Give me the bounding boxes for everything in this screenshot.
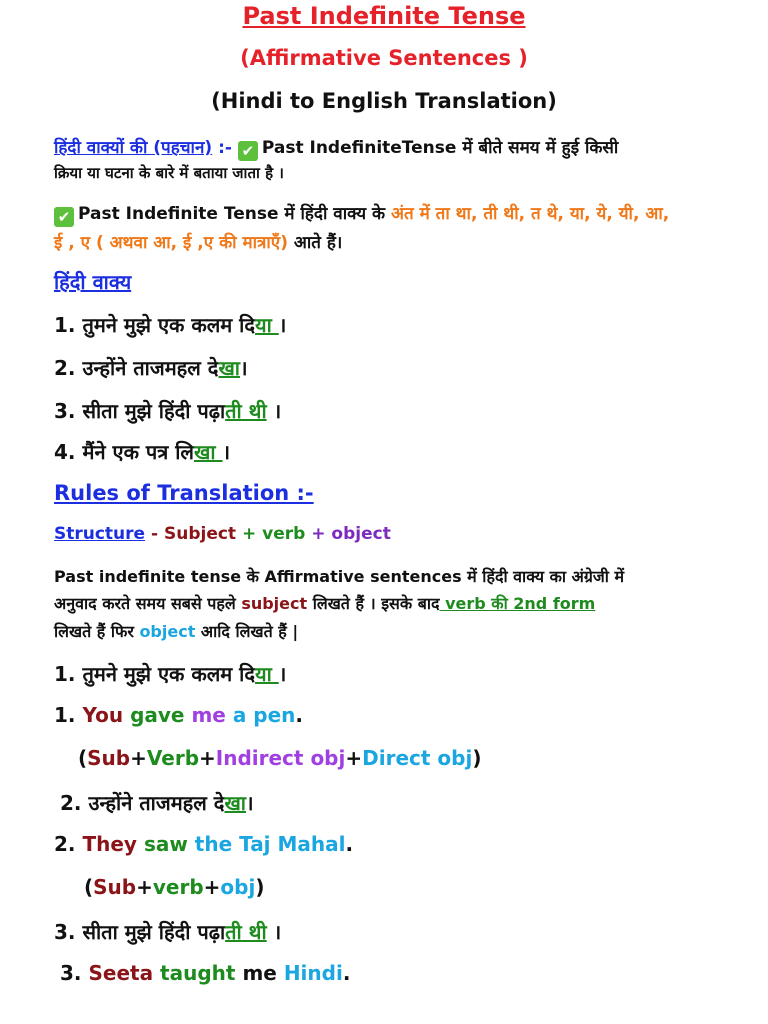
rule-text: लिखते हैं । इसके बाद [307,594,440,613]
structure-plus-1: + [236,524,263,544]
example-subject: Seeta [88,961,154,985]
pattern-sub: Sub [87,746,131,770]
structure-line [54,524,728,544]
hindi-sentences-heading: हिंदी वाक्य [54,270,132,294]
para2-endings-a: अंत में ता था, ती थी, त थे, या, ये, यी, आ, [390,204,670,224]
sentence-base: तुमने मुझे एक कलम दि [82,662,255,686]
para2-endings-b: ई , ए ( अथवा आ, ई ,ए की मात्राएँ) [54,233,288,253]
pattern-plus: + [130,746,147,770]
sentence-number: 3. [60,961,82,985]
sentence-end: । [266,399,282,423]
sentence-end: . [295,703,304,727]
sentence-end: । [239,356,248,380]
example-direct-object: a pen [232,703,296,727]
example-english-2 [54,832,728,856]
structure-subject: Subject [163,524,237,544]
example-indirect-object: me [242,961,277,985]
paren-open: ( [78,746,88,770]
rule-paragraph-line-1: Past indefinite tense के Affirmative sentences में हिंदी वाक्य का अंग्रेजी में [54,567,625,586]
structure-dash: - [145,524,164,544]
sentence-number: 2. [54,832,76,856]
structure-plus-2: + [305,524,332,544]
sentence-base: मैंने एक पत्र लि [82,440,194,464]
example-pattern-1 [78,746,728,770]
sentence-ending: ती थी [225,399,267,423]
sentence-end: । [222,440,231,464]
sentence-end: । [278,662,287,686]
example-hindi-2 [60,789,728,816]
sentence-number: 1. [54,662,76,686]
pattern-plus: + [199,746,216,770]
rule-paragraph-line-2 [54,592,728,614]
example-verb: taught [160,961,236,985]
example-english-1 [54,703,728,727]
page-title: Past Indefinite Tense [242,2,526,30]
sentence-ending: खा [218,356,240,380]
example-subject: They [82,832,137,856]
sentence-ending: खा [224,791,246,815]
intro-line-1 [54,135,728,161]
sentence-base: सीता मुझे हिंदी पढ़ा [82,399,226,423]
hindi-sentence-2 [54,354,728,381]
pattern-verb: verb [152,875,204,899]
paren-open: ( [84,875,94,899]
para2-text-a: Past Indefinite Tense में हिंदी वाक्य के [78,204,386,224]
rule-text: अनुवाद करते समय सबसे पहले [54,594,242,613]
sentence-end: . [345,832,354,856]
pattern-plus: + [136,875,153,899]
intro-text-1: Past IndefiniteTense में बीते समय में हुई किसी [261,138,619,158]
example-verb: gave [130,703,185,727]
rule-subject: subject [241,594,308,613]
sentence-ending: या [254,313,279,337]
para2-line-2 [54,230,728,253]
sentence-ending: ती थी [225,920,267,944]
pattern-verb: Verb [146,746,200,770]
paren-close: ) [472,746,482,770]
sentence-number: 2. [60,791,82,815]
example-verb: saw [143,832,188,856]
pattern-indirect-obj: Indirect obj [215,746,346,770]
pattern-sub: Sub [93,875,137,899]
example-hindi-3 [54,918,728,945]
example-direct-object: Hindi [283,961,343,985]
rule-text: आदि लिखते हैं | [195,622,299,641]
pattern-plus: + [203,875,221,899]
hindi-sentence-3 [54,397,728,424]
sentence-ending: या [254,662,279,686]
intro-line-2: क्रिया या घटना के बारे में बताया जाता है । [54,164,284,182]
sentence-number: 2. [54,356,76,380]
rules-heading [54,481,728,505]
example-subject: You [82,703,124,727]
check-mark-icon: ✔ [54,207,74,227]
pattern-direct-obj: Direct obj [362,746,473,770]
example-object: the Taj Mahal [194,832,346,856]
hindi-sentence-4 [54,438,728,465]
sentence-end: . [342,961,351,985]
sentence-number: 3. [54,399,76,423]
rule-object: object [139,622,196,641]
pattern-plus: + [345,746,363,770]
sentence-base: सीता मुझे हिंदी पढ़ा [82,920,226,944]
example-indirect-object: me [191,703,226,727]
sentence-number: 1. [54,703,76,727]
para2-line-1 [54,201,728,227]
sentence-ending: खा [194,440,223,464]
sentence-base: उन्होंने ताजमहल दे [82,356,219,380]
sentence-base: उन्होंने ताजमहल दे [88,791,225,815]
example-english-3 [60,961,728,985]
sentence-end: । [278,313,287,337]
structure-verb: verb [262,524,306,544]
rules-heading-text: Rules of Translation :- [54,481,314,505]
structure-object: object [331,524,391,544]
pattern-obj: obj [220,875,256,899]
sentence-number: 3. [54,920,76,944]
paren-close: ) [255,875,265,899]
page-subtitle: (Affirmative Sentences ) [240,46,528,70]
rule-verb-form: verb की 2nd form [439,594,596,613]
structure-label: Structure [54,524,146,544]
rule-text: लिखते हैं फिर [54,622,140,641]
intro-label: हिंदी वाक्यों की (पहचान) [54,138,213,158]
sentence-number: 4. [54,440,76,464]
check-mark-icon: ✔ [238,141,258,161]
sentence-end: । [266,920,282,944]
example-hindi-1 [54,660,728,687]
sentence-end: । [245,791,254,815]
sentence-number: 1. [54,313,76,337]
sentence-base: तुमने मुझे एक कलम दि [82,313,255,337]
hindi-sentence-1 [54,311,728,338]
page-subtitle-translation: (Hindi to English Translation) [211,89,557,113]
rule-paragraph-line-3 [54,620,728,642]
para2-text-b: आते हैं। [293,233,343,253]
example-pattern-2 [84,875,728,899]
intro-separator: :- [218,138,232,158]
